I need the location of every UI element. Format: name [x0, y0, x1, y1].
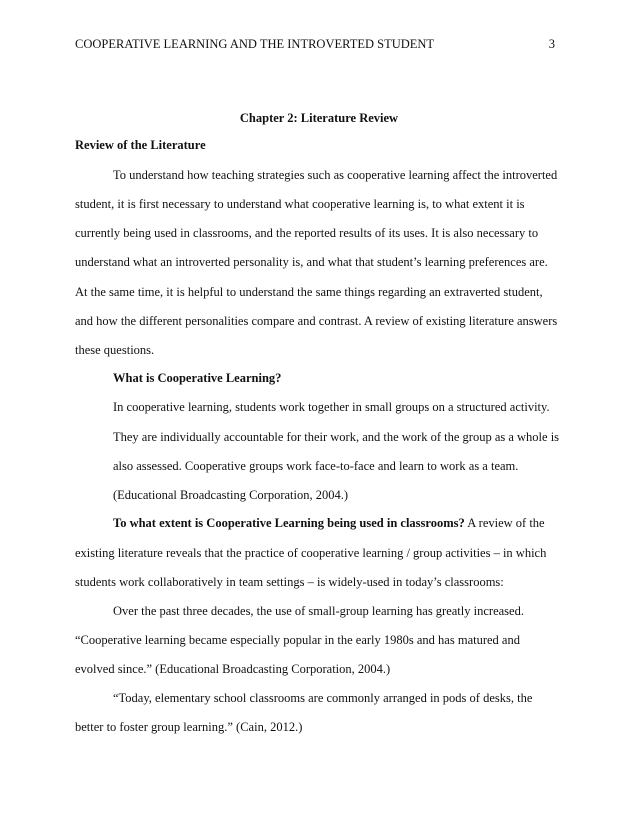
running-head-title: COOPERATIVE LEARNING AND THE INTROVERTED STUDENT: [75, 37, 435, 51]
paragraph-line: student, it is first necessary to understand what cooperative learning is, to what extent it is: [75, 197, 525, 211]
subheading-extent-line: [113, 515, 545, 531]
page-number: 3: [548, 37, 555, 51]
paragraph-run-in: A review of the: [464, 516, 545, 530]
block-quote-line: also assessed. Cooperative groups work face-to-face and learn to work as a team.: [113, 459, 519, 473]
paragraph-line: understand what an introverted personality is, and what that student’s learning preferences are.: [75, 255, 548, 269]
quote-line: Over the past three decades, the use of small-group learning has greatly increased.: [113, 604, 524, 618]
chapter-title: Chapter 2: Literature Review: [239, 111, 399, 125]
paragraph-line: currently being used in classrooms, and the reported results of its uses. It is also necessary to: [75, 226, 539, 240]
quote-line: “Cooperative learning became especially popular in the early 1980s and has matured and: [75, 633, 520, 647]
subheading-cooperative-learning: What is Cooperative Learning?: [113, 371, 282, 385]
running-head: [75, 37, 555, 52]
block-quote-line: They are individually accountable for their work, and the work of the group as a whole is: [113, 430, 560, 444]
paragraph-line: these questions.: [75, 343, 155, 357]
quote-line: evolved since.” (Educational Broadcasting Corporation, 2004.): [75, 662, 391, 676]
subheading-extent: To what extent is Cooperative Learning being used in classrooms?: [113, 516, 465, 530]
quote-line: better to foster group learning.” (Cain, 2012.): [75, 720, 303, 734]
paragraph-line: To understand how teaching strategies such as cooperative learning affect the introverted: [113, 168, 558, 182]
paragraph-line: and how the different personalities compare and contrast. A review of existing literature answers: [75, 314, 558, 328]
paragraph-line: students work collaboratively in team settings – is widely-used in today’s classrooms:: [75, 575, 504, 589]
paragraph-line: At the same time, it is helpful to understand the same things regarding an extraverted student,: [75, 285, 543, 299]
quote-line: “Today, elementary school classrooms are commonly arranged in pods of desks, the: [113, 691, 533, 705]
block-quote-line: (Educational Broadcasting Corporation, 2004.): [113, 488, 349, 502]
section-heading: Review of the Literature: [75, 138, 206, 152]
block-quote-line: In cooperative learning, students work together in small groups on a structured activity.: [113, 400, 550, 414]
paragraph-line: existing literature reveals that the practice of cooperative learning / group activities – in which: [75, 546, 547, 560]
